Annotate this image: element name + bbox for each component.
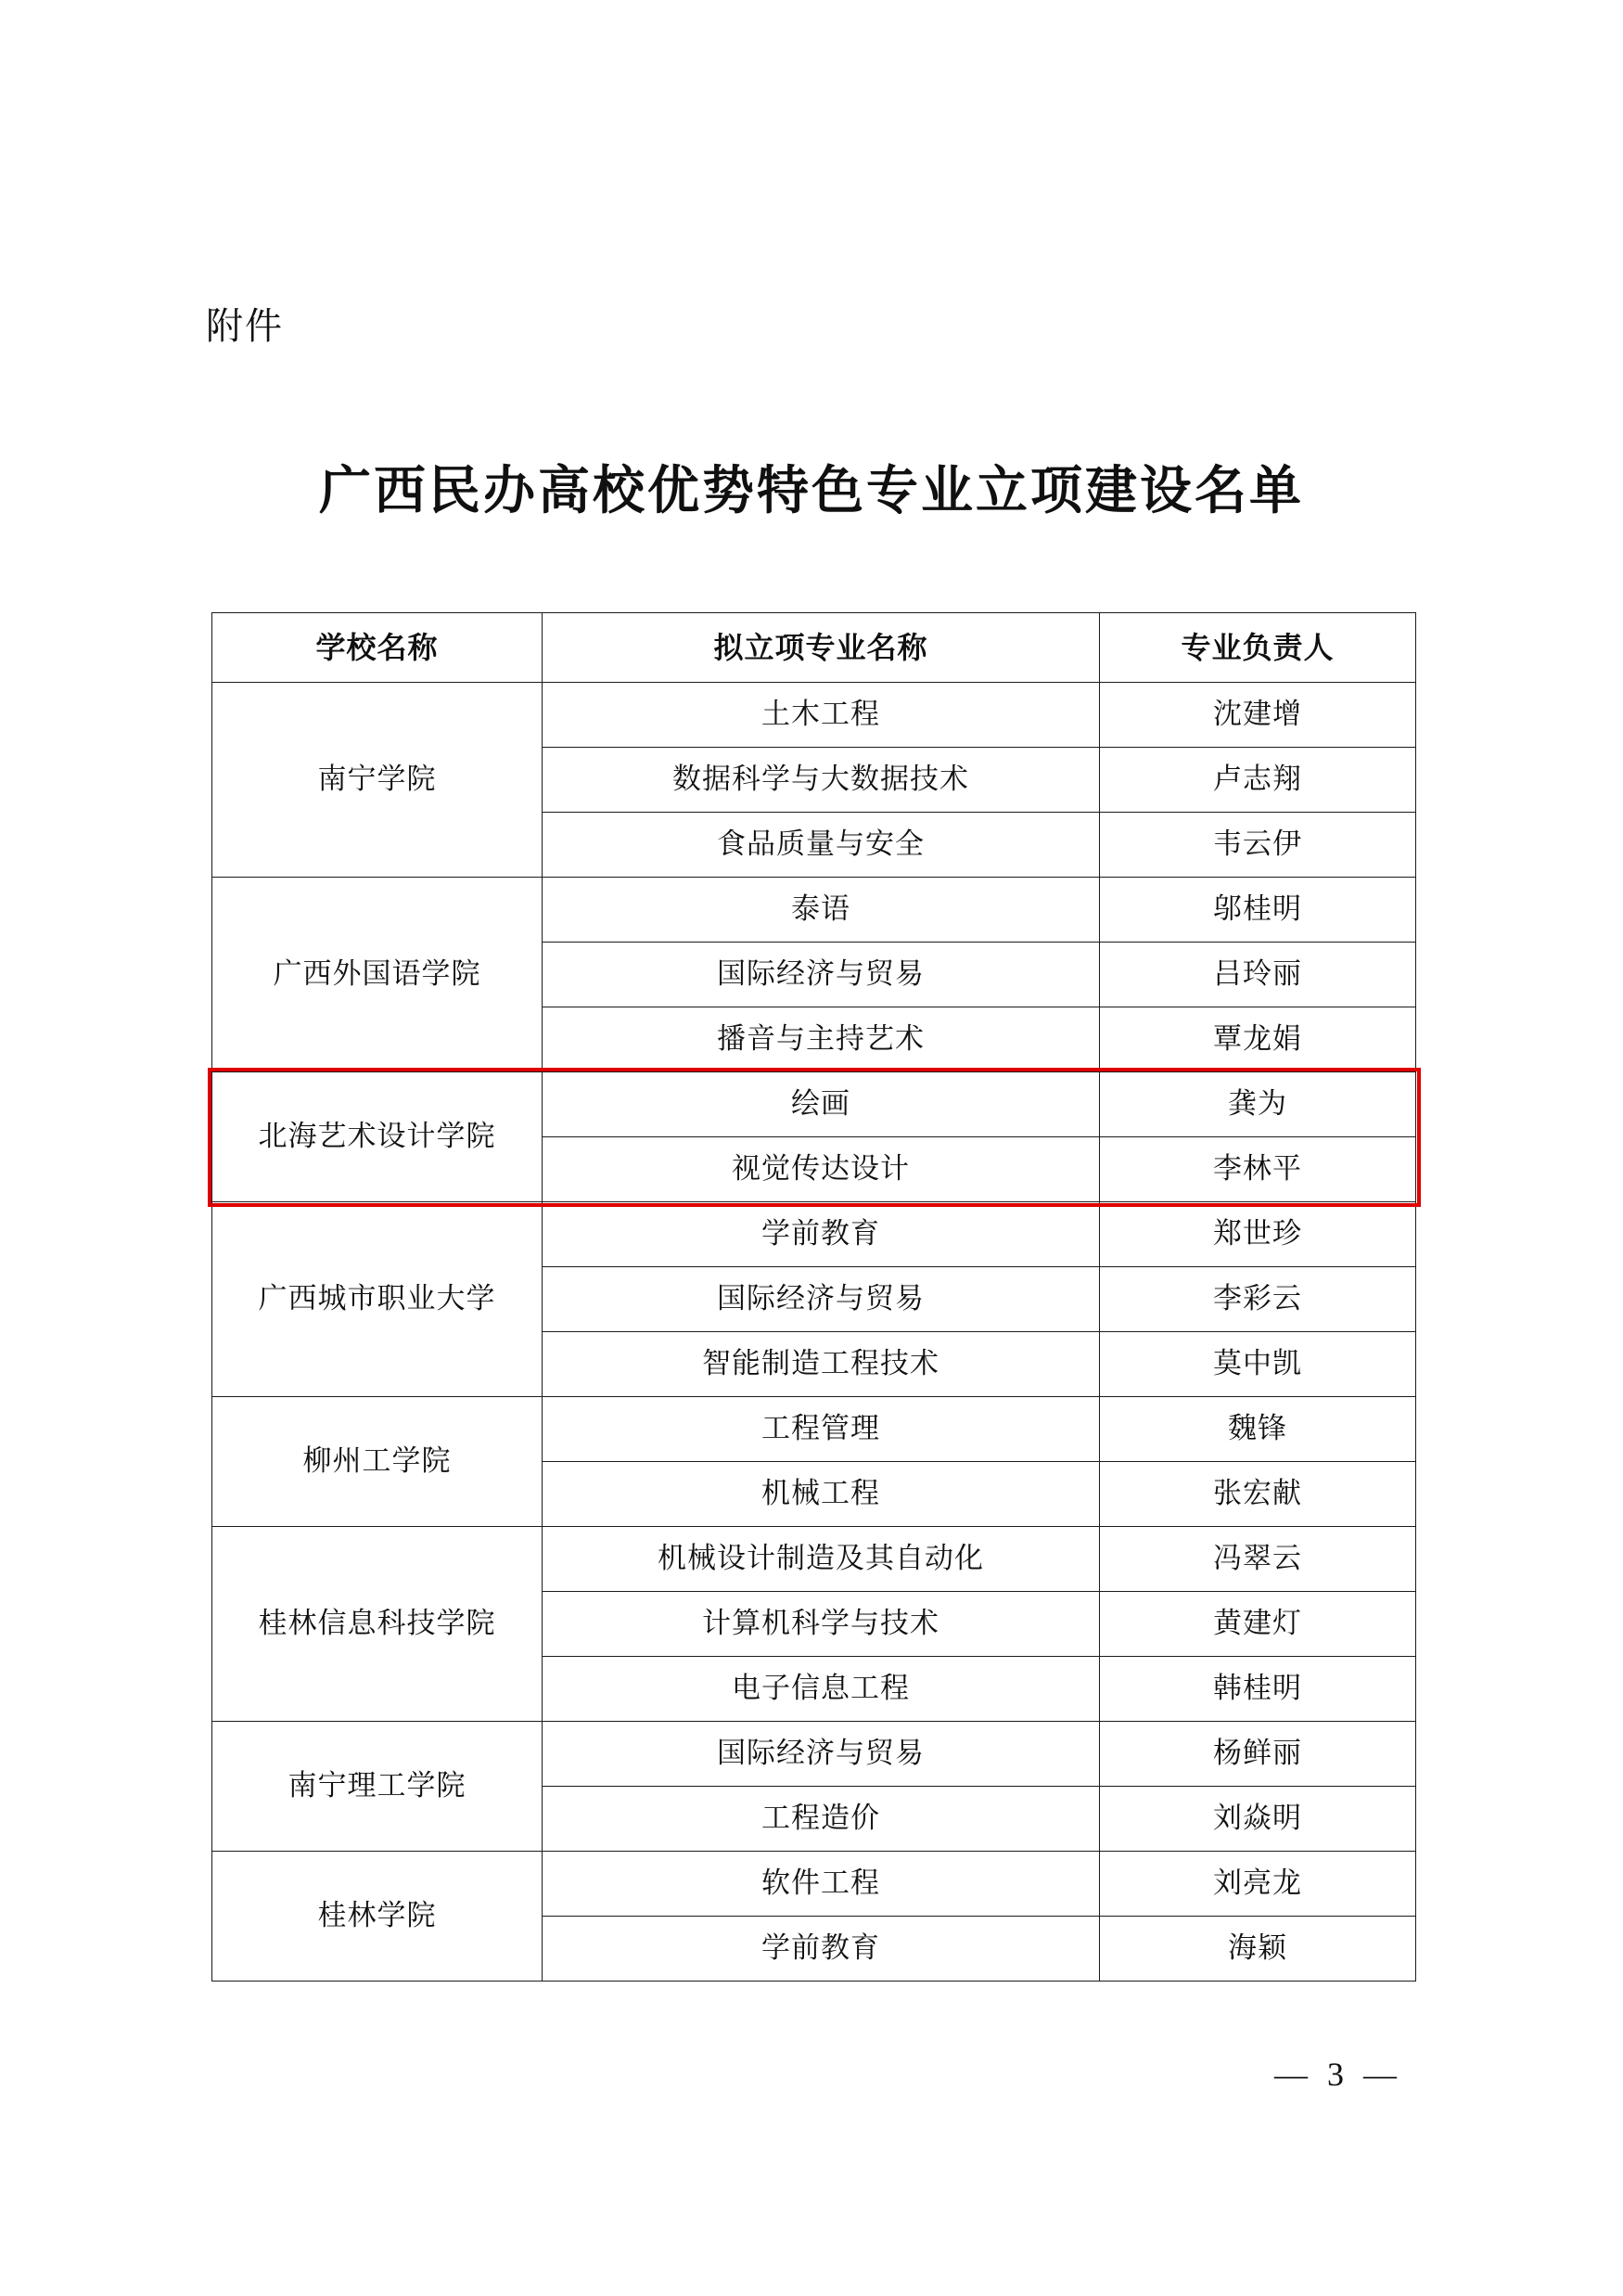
table-row — [212, 1202, 1416, 1267]
cell-major: 泰语 — [543, 878, 1100, 943]
cell-leader: 卢志翔 — [1100, 748, 1416, 813]
cell-major: 工程管理 — [543, 1397, 1100, 1462]
column-header-leader: 专业负责人 — [1100, 613, 1416, 683]
cell-leader: 莫中凯 — [1100, 1332, 1416, 1397]
page-number: — 3 — — [1274, 2056, 1402, 2093]
cell-major: 土木工程 — [543, 683, 1100, 748]
cell-major: 工程造价 — [543, 1787, 1100, 1852]
attachment-label: 附件 — [206, 305, 284, 347]
cell-leader: 邬桂明 — [1100, 878, 1416, 943]
project-list-table-container — [211, 612, 1412, 1982]
cell-major: 国际经济与贸易 — [543, 1267, 1100, 1332]
cell-leader: 杨鲜丽 — [1100, 1722, 1416, 1787]
table-header-row — [212, 613, 1416, 683]
project-list-table — [211, 612, 1416, 1982]
cell-school: 广西城市职业大学 — [212, 1202, 543, 1397]
cell-school: 南宁学院 — [212, 683, 543, 878]
cell-leader: 张宏献 — [1100, 1462, 1416, 1527]
cell-leader: 刘焱明 — [1100, 1787, 1416, 1852]
cell-leader: 黄建灯 — [1100, 1592, 1416, 1657]
cell-leader: 龚为 — [1100, 1072, 1416, 1137]
cell-major: 食品质量与安全 — [543, 813, 1100, 878]
table-row — [212, 1527, 1416, 1592]
cell-leader: 海颖 — [1100, 1917, 1416, 1982]
cell-major: 绘画 — [543, 1072, 1100, 1137]
page-title: 广西民办高校优势特色专业立项建设名单 — [319, 463, 1304, 520]
cell-major: 学前教育 — [543, 1917, 1100, 1982]
cell-major: 视觉传达设计 — [543, 1137, 1100, 1202]
cell-school: 广西外国语学院 — [212, 878, 543, 1072]
cell-school: 柳州工学院 — [212, 1397, 543, 1527]
cell-leader: 刘亮龙 — [1100, 1852, 1416, 1917]
cell-major: 计算机科学与技术 — [543, 1592, 1100, 1657]
cell-major: 学前教育 — [543, 1202, 1100, 1267]
cell-major: 国际经济与贸易 — [543, 943, 1100, 1007]
cell-major: 智能制造工程技术 — [543, 1332, 1100, 1397]
cell-leader: 沈建增 — [1100, 683, 1416, 748]
table-row — [212, 1072, 1416, 1137]
cell-major: 播音与主持艺术 — [543, 1007, 1100, 1072]
cell-school: 南宁理工学院 — [212, 1722, 543, 1852]
cell-school: 北海艺术设计学院 — [212, 1072, 543, 1202]
cell-leader: 魏锋 — [1100, 1397, 1416, 1462]
cell-major: 国际经济与贸易 — [543, 1722, 1100, 1787]
table-row — [212, 1852, 1416, 1917]
cell-leader: 郑世珍 — [1100, 1202, 1416, 1267]
cell-major: 数据科学与大数据技术 — [543, 748, 1100, 813]
cell-leader: 李林平 — [1100, 1137, 1416, 1202]
cell-major: 机械工程 — [543, 1462, 1100, 1527]
column-header-school: 学校名称 — [212, 613, 543, 683]
table-body — [212, 683, 1416, 1982]
table-row — [212, 1722, 1416, 1787]
table-row — [212, 878, 1416, 943]
cell-leader: 韩桂明 — [1100, 1657, 1416, 1722]
column-header-major: 拟立项专业名称 — [543, 613, 1100, 683]
cell-leader: 覃龙娟 — [1100, 1007, 1416, 1072]
cell-leader: 李彩云 — [1100, 1267, 1416, 1332]
cell-school: 桂林学院 — [212, 1852, 543, 1982]
table-row — [212, 1397, 1416, 1462]
cell-major: 电子信息工程 — [543, 1657, 1100, 1722]
cell-leader: 韦云伊 — [1100, 813, 1416, 878]
table-row — [212, 683, 1416, 748]
cell-school: 桂林信息科技学院 — [212, 1527, 543, 1722]
cell-leader: 吕玲丽 — [1100, 943, 1416, 1007]
cell-leader: 冯翠云 — [1100, 1527, 1416, 1592]
cell-major: 机械设计制造及其自动化 — [543, 1527, 1100, 1592]
cell-major: 软件工程 — [543, 1852, 1100, 1917]
